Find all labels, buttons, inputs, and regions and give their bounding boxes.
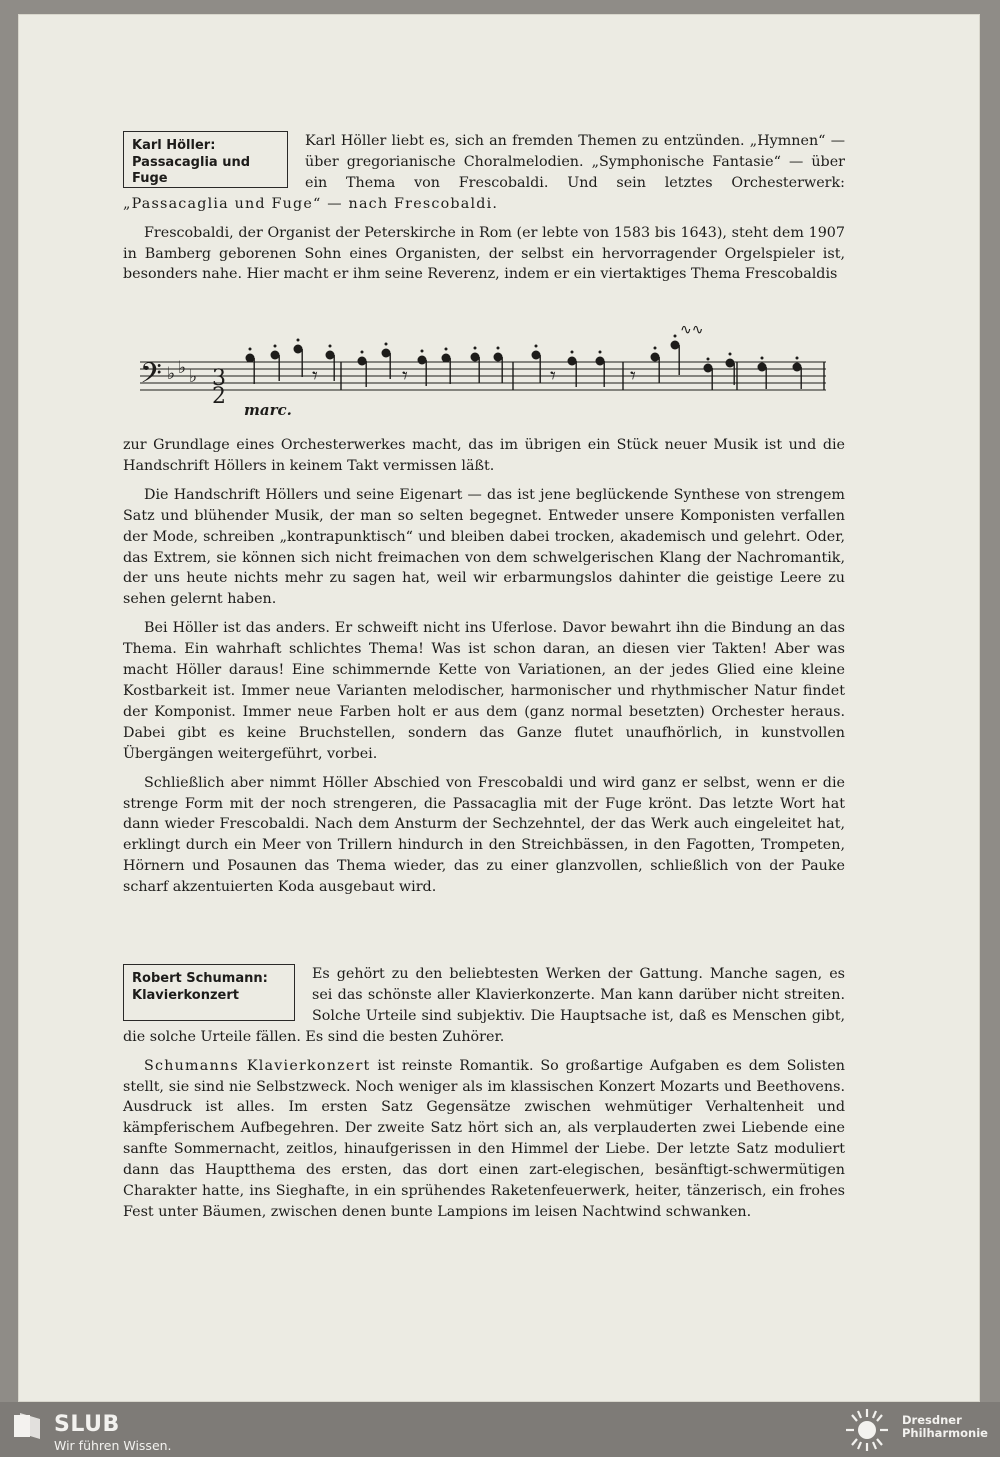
flat-icon: ♭ xyxy=(167,364,176,384)
dp-name-line: Philharmonie xyxy=(902,1426,988,1440)
paragraph: Die Handschrift Höllers und seine Eigenart — das ist jene beglückende Synthese von strengem Satz und blühender Musik, der man so selten begegnet. Entweder unsere Komponisten verfallen der Mode, schreiben „kontrapunktisch“ und bleiben dabei trocken, akademisch und gelehrt. Oder, das Extrem, sie können sich nicht freimachen von dem schwelgerischen Klang der Nachromantik, der uns heute nichts mehr zu sagen hat, weil wir erbarmungslos dahinter die geistige Leere zu sehen gelernt haben. xyxy=(123,486,845,608)
music-score xyxy=(140,325,830,425)
time-signature: 3 xyxy=(212,366,226,391)
bass-clef-icon: 𝄢 xyxy=(140,357,162,397)
paragraph: Es gehört zu den beliebtesten Werken der Gattung. Manche sagen, es sei das schönste aller Klavierkonzerte. Man kann darüber nicht streiten. Solche Urteile sind subjektiv. Die Hauptsache ist, daß es Menschen gibt, die solche Urteile fällen. Es sind die besten Zuhörer. xyxy=(123,966,845,1045)
svg-text:𝄾: 𝄾 xyxy=(312,364,318,389)
time-signature: 2 xyxy=(212,384,226,409)
work-title-spaced: Schumanns Klavierkonzert xyxy=(144,1057,371,1074)
paragraph-text: Karl Höller liebt es, sich an fremden Themen zu entzünden. „Hymnen“ — über gregorianische Choralmelodien. „Symphonische Fantasie“ — über ein Thema von Frescobaldi. Und sein letztes Orchesterwerk: xyxy=(305,133,845,191)
section-schumann xyxy=(123,964,845,1231)
heading-box-hoeller xyxy=(123,131,288,188)
paragraph-text: ist reinste Romantik. So großartige Aufgaben es dem Solisten stellt, sie sind nie Selbstzweck. Noch weniger als im klassischen Konzert Mozarts und Beethovens. Ausdruck ist alles. Im ersten Satz Gegensätze zwischen wehmütiger Verhaltenheit und kämpferischem Aufbegehren. Der zweite Satz hört sich an, als verplauderten zwei Liebende eine sanfte Sommernacht, zeitlos, hinaufgerissen in den Himmel der Liebe. Der letzte Satz moduliert dann das Hauptthema des ersten, das dort einen zart-elegischen, besänftigt-schwermütigen Charakter hatte, ins Sieghafte, in ein sprühendes Raketenfeuerwerk, heiter, tänzerisch, ein frohes Fest unter Bäumen, zwischen denen bunte Lampions im leisen Nachtwind schwanken. xyxy=(123,1057,846,1220)
heading-line: Klavierkonzert xyxy=(132,987,239,1003)
svg-text:𝄾: 𝄾 xyxy=(630,364,636,389)
svg-text:𝄾: 𝄾 xyxy=(402,364,408,389)
paragraph: Schließlich aber nimmt Höller Abschied von Frescobaldi und wird ganz er selbst, wenn er die strenge Form mit der noch strengeren, die Passacaglia mit der Fuge krönt. Das letzte Wort hat dann wieder Frescobaldi. Nach dem Ansturm der Sechzehntel, der das Werk auch eingeleitet hat, erklingt durch ein Meer von Trillern hindurch in den Streichbässen, in den Fagotten, Trompeten, Hörnern und Posaunen das Thema wieder, das zu einer glanzvollen, schließlich von der Pauke scharf akzentuierten Koda ausgebaut wird. xyxy=(123,774,845,896)
section-hoeller-cont xyxy=(123,435,845,906)
paragraph: Bei Höller ist das anders. Er schweift nicht ins Uferlose. Davor bewahrt ihn die Bindung an das Thema. Ein wahrhaft schlichtes Thema! Was ist schon daran, an diesen vier Takten! Aber was macht Höller daraus! Eine schimmernde Kette von Variationen, an der jedes Glied eine kleine Kostbarkeit ist. Immer neue Varianten melodischer, harmonischer und rhythmischer Natur findet der Komponist. Immer neue Farben holt er aus dem (ganz normal besetzten) Orchester heraus. Dabei gibt es keine Bruchstellen, sondern das Ganze flutet unaufhörlich, in kunstvollen Übergängen weitergeführt, vorbei. xyxy=(123,620,845,762)
paragraph: Frescobaldi, der Organist der Peterskirche in Rom (er lebte von 1583 bis 1643), steht dem 1907 in Bamberg geborenen Sohn eines Organisten, der selbst ein hervorragender Orgelspieler ist, besonders nahe. Hier macht er ihm seine Reverenz, indem er ein viertaktiges Thema Frescobaldis xyxy=(123,224,845,283)
dresdner-philharmonie-logo-icon[interactable] xyxy=(840,1407,894,1453)
heading-box-schumann xyxy=(123,964,295,1021)
slub-name[interactable]: SLUB xyxy=(54,1412,120,1437)
trill-icon: ∿∿ xyxy=(680,325,704,338)
work-title-spaced: „Passacaglia und Fuge“ — nach Frescobaldi. xyxy=(123,195,499,212)
svg-text:𝄾: 𝄾 xyxy=(550,364,556,389)
heading-line: Robert Schumann: xyxy=(132,971,268,986)
dresdner-philharmonie-name[interactable] xyxy=(902,1414,988,1440)
paragraph xyxy=(123,1056,845,1223)
flat-icon: ♭ xyxy=(189,367,198,387)
score-marking: marc. xyxy=(244,401,292,419)
slub-slogan: Wir führen Wissen. xyxy=(54,1438,172,1453)
heading-line: Karl Höller: xyxy=(132,138,216,153)
flat-icon: ♭ xyxy=(178,358,187,378)
slub-logo-icon[interactable] xyxy=(12,1411,42,1441)
paragraph: zur Grundlage eines Orchesterwerkes macht, das im übrigen ein Stück neuer Musik ist und die Handschrift Höllers in keinem Takt vermissen läßt. xyxy=(123,437,845,474)
footer-bar xyxy=(0,1402,1000,1457)
heading-line: Passacaglia und xyxy=(132,154,251,170)
heading-line: Fuge xyxy=(132,171,168,186)
dp-name-line: Dresdner xyxy=(902,1413,962,1427)
section-hoeller xyxy=(123,131,845,293)
